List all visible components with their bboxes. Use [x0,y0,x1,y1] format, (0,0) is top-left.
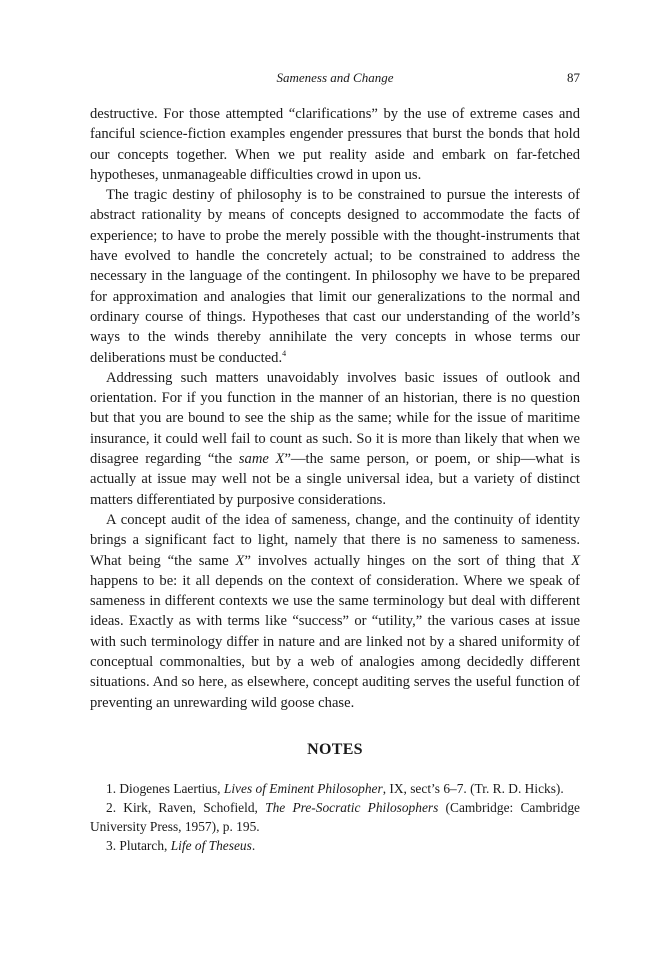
paragraph-4-text-a: A concept audit of the idea of sameness, change, and the continuity of identity brings a significant fact to light, namely that there is no sameness to sameness. What being “the same [90,511,580,569]
paragraph-1-text: destructive. For those attempted “clarifications” by the use of extreme cases and fanciful science-fiction examples engender pressures that burst the bonds that hold our concepts together. When we put reality aside and embark on far-fetched hypotheses, unmanageable difficulties crowd in upon us. [90,106,580,183]
paragraph-4 [90,510,580,713]
note-3-text-b: . [251,838,256,853]
paragraph-1 [90,104,580,185]
note-3 [90,836,580,855]
note-3-text-a: 3. Plutarch, [106,838,171,853]
running-header [90,70,580,90]
body-text [90,104,580,713]
paragraph-3-emphasis: same X [238,451,285,468]
notes-list [90,779,580,855]
note-3-title: Life of Theseus [170,838,252,853]
note-2-title: The Pre-Socratic Philosophers [265,800,439,815]
note-1 [90,779,580,798]
paragraph-4-emphasis-1: X [235,552,245,569]
paragraph-3-text-b: ”—the same person, or poem, or ship—what is actually at issue may well not be a single universal idea, but a variety of distinct matters differentiated by purposive considerations. [90,451,581,508]
note-2-text-b: (Cambridge: Cambridge University Press, 1957), p. 195. [90,800,580,834]
running-title: Sameness and Change [276,70,394,85]
note-1-text-a: 1. Diogenes Laertius, [106,781,224,796]
paragraph-2 [90,185,580,368]
page-number: 87 [567,70,580,85]
paragraph-2-text: The tragic destiny of philosophy is to be constrained to pursue the interests of abstract rationality by means of concepts designed to accommodate the facts of experience; to have to probe the merely possible with the thought-instruments that have evolved to handle the concretely actual; to be constrained to address the necessary in the language of the contingent. In philosophy we have to be prepared for approximation and analogies that limit our generalizations to the normal and ordinary course of things. Hypotheses that cast our understanding of the world’s ways to the winds thereby annihilate the very concepts in whose terms our deliberations must be conducted. [90,187,580,366]
paragraph-3-text-a: Addressing such matters unavoidably involves basic issues of outlook and orientation. For if you function in the manner of an historian, there is no question but that you are bound to see the ship as the same; while for the issue of maritime insurance, it could well fail to count as such. So it is more than likely that when we disagree regarding “the [90,369,580,468]
note-2 [90,798,580,836]
note-2-text-a: 2. Kirk, Raven, Schofield, [106,800,266,815]
note-1-title: Lives of Eminent Philosopher [223,781,383,796]
paragraph-3 [90,368,580,510]
paragraph-4-emphasis-2: X [571,552,581,569]
footnote-marker[interactable]: 4 [282,348,287,358]
note-1-text-b: , IX, sect’s 6–7. (Tr. R. D. Hicks). [382,781,564,796]
notes-heading: NOTES [307,741,363,758]
paragraph-4-text-b: ” involves actually hinges on the sort of thing that [244,552,572,569]
paragraph-4-text-c: happens to be: it all depends on the context of consideration. Where we speak of sameness in different contexts we use the same terminology but deal with different ideas. Exactly as with terms like “success” or “utility,” the various cases at issue with such terminology differ in nature and are linked not by a shared uniformity of conceptual commonalties, but by a web of analogies among decidedly different situations. And so here, as elsewhere, concept auditing serves the useful function of preventing an unrewarding wild goose chase. [90,572,580,711]
